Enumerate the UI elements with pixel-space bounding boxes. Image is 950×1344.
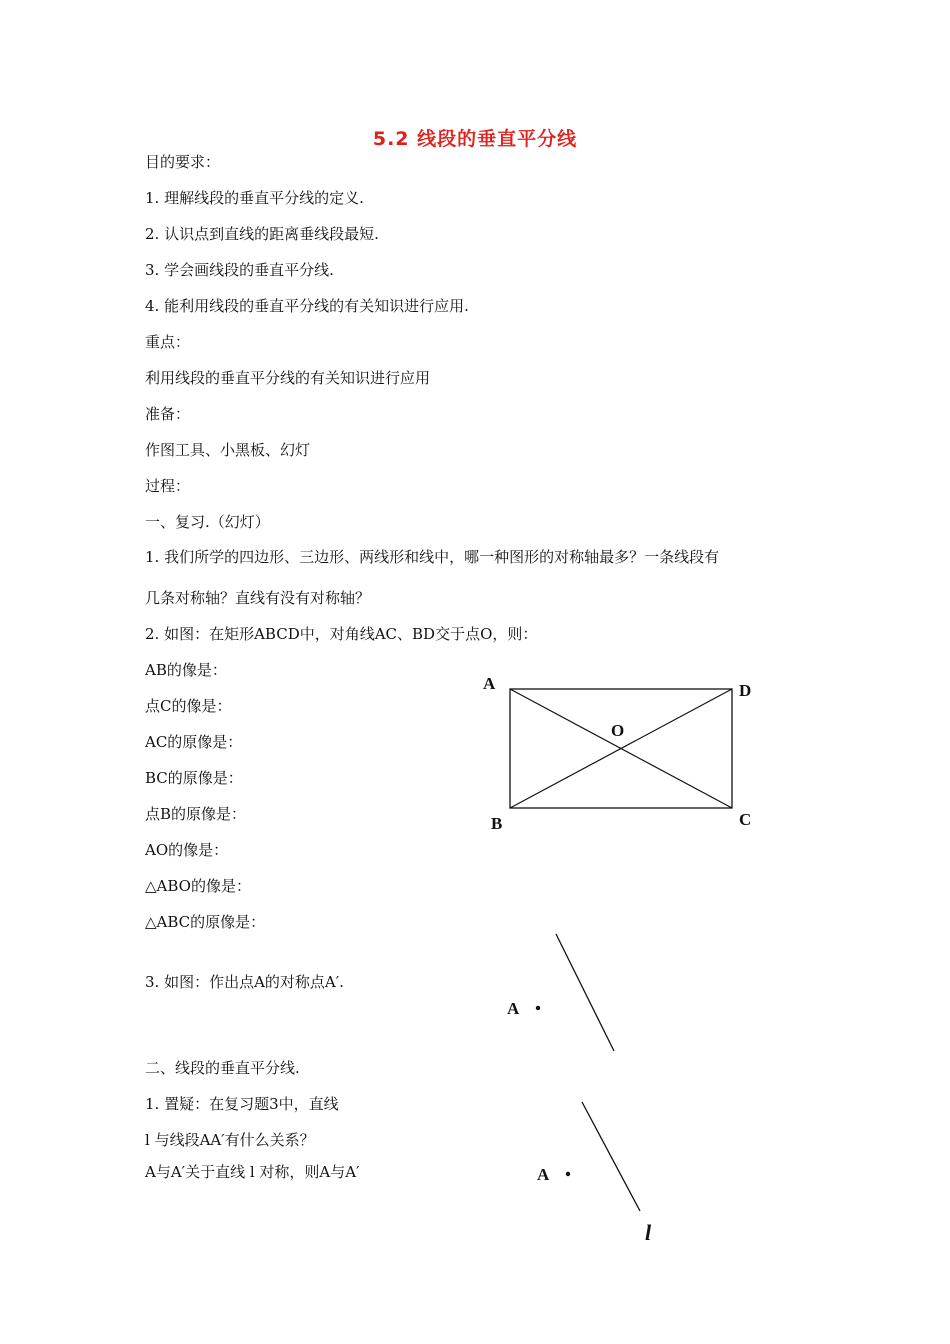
label-a: A: [483, 674, 496, 693]
text-line: 几条对称轴？直线有没有对称轴？: [145, 589, 371, 607]
text-line: 利用线段的垂直平分线的有关知识进行应用: [145, 369, 431, 387]
label-d: D: [739, 681, 752, 700]
text-line: 1. 我们所学的四边形、三边形、两线形和线中，哪一种图形的对称轴最多？一条线段有: [145, 548, 720, 566]
point-line-figure-labeled: [530, 1098, 670, 1248]
text-line: A与A′关于直线 l 对称，则A与A′: [145, 1163, 360, 1181]
text-line: 4. 能利用线段的垂直平分线的有关知识进行应用.: [145, 297, 469, 315]
label-a: A: [507, 999, 520, 1018]
text-line: 点C的像是：: [145, 697, 232, 715]
text-line: 二、线段的垂直平分线.: [145, 1059, 300, 1077]
text-line: 3. 学会画线段的垂直平分线.: [145, 261, 334, 279]
text-line: 2. 如图：在矩形ABCD中，对角线AC、BD交于点O，则：: [145, 625, 538, 643]
text-line: 过程：: [145, 477, 191, 495]
line-l: [556, 934, 614, 1051]
text-line: l 与线段AA′有什么关系？: [145, 1131, 315, 1149]
text-line: 2. 认识点到直线的距离垂线段最短.: [145, 225, 379, 243]
rectangle-figure: [470, 665, 770, 840]
label-l: l: [645, 1220, 652, 1245]
point-line-figure: [500, 930, 630, 1055]
text-line: 准备：: [145, 405, 191, 423]
text-line: 作图工具、小黑板、幻灯: [145, 441, 311, 459]
line-l: [582, 1102, 640, 1211]
text-line: 1. 置疑：在复习题3中，直线: [145, 1095, 339, 1113]
text-line: 目的要求：: [145, 153, 221, 171]
point-a: [536, 1006, 540, 1010]
page-title: 5.2 线段的垂直平分线: [372, 128, 578, 150]
text-line: 点B的原像是：: [145, 805, 247, 823]
text-line: AC的原像是：: [145, 733, 243, 751]
text-line: 一、复习.（幻灯）: [145, 513, 270, 531]
text-line: BC的原像是：: [145, 769, 243, 787]
label-c: C: [739, 810, 752, 829]
text-line: AB的像是：: [145, 661, 227, 679]
label-a: A: [537, 1165, 550, 1184]
point-a: [566, 1172, 570, 1176]
text-line: △ABC的原像是：: [145, 913, 266, 931]
text-line: 重点：: [145, 333, 191, 351]
text-line: △ABO的像是：: [145, 877, 251, 895]
text-line: 3. 如图：作出点A的对称点A′.: [145, 973, 344, 991]
text-line: 1. 理解线段的垂直平分线的定义.: [145, 189, 364, 207]
text-line: AO的像是：: [145, 841, 229, 859]
label-o: O: [611, 721, 625, 740]
label-b: B: [491, 814, 503, 833]
